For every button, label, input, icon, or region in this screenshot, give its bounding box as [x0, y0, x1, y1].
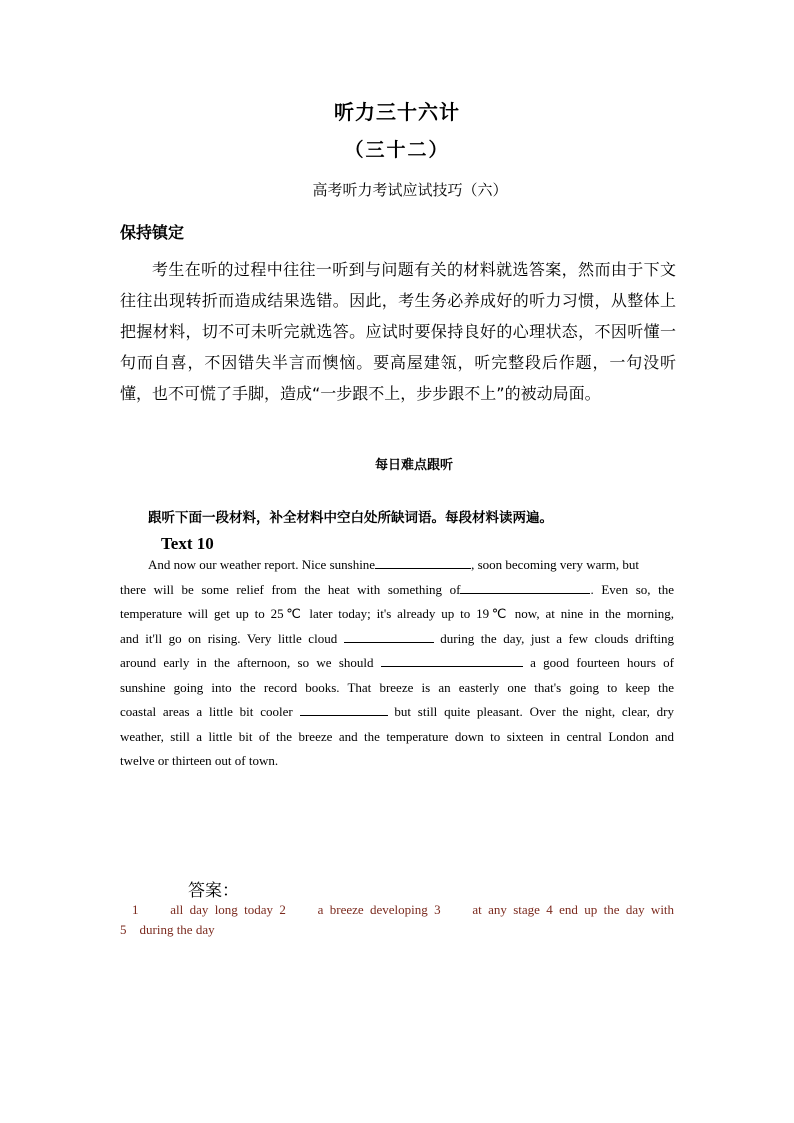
passage-line: and it'll go on rising. Very little cloud during the day, just a few clouds drifting — [120, 630, 675, 646]
advice-paragraph: 考生在听的过程中往往一听到与问题有关的材料就选答案，然而由于下文往往出现转折而造成结果选错。因此，考生务必养成好的听力习惯，从整体上把握材料，切不可未听完就选答。应试时要保持良好的心理状态，不因听懂一句而自喜，不因错失半言而懊恼。要高屋建瓴，听完整段后作题，一句没听懂，也不可慌了手脚，造成“一步跟不上，步步跟不上”的被动局面。 — [120, 260, 676, 403]
answer-item: end up the day with — [559, 902, 675, 917]
answer-blank-1 — [375, 556, 471, 569]
answer-row — [120, 920, 674, 940]
text-number-label: Text 10 — [161, 534, 214, 553]
answer-key — [120, 900, 674, 940]
daily-heading: 每日难点跟听 — [374, 458, 453, 473]
page-subtitle: （三十二） — [344, 139, 450, 161]
section-heading: 保持镇定 — [120, 223, 185, 242]
passage-line: weather, still a little bit of the breeze and the temperature down to sixteen in central London and — [120, 728, 674, 744]
answer-item: 3 at any stage 4 — [434, 902, 553, 917]
answer-label: 答案： — [188, 881, 239, 901]
answer-blank-2 — [460, 581, 590, 594]
passage-line: coastal areas a little bit cooler but still quite pleasant. Over the night, clear, dry — [120, 704, 675, 719]
passage-line: around early in the afternoon, so we should a good fourteen hours of — [120, 655, 674, 670]
page-tagline: 高考听力考试应试技巧（六） — [312, 181, 508, 199]
answer-blank-3 — [344, 630, 434, 643]
passage-line: there will be some relief from the heat with something of . Even so, the — [120, 581, 675, 597]
exercise-instruction: 跟听下面一段材料，补全材料中空白处所缺词语。每段材料读两遍。 — [148, 510, 553, 526]
passage-line: sunshine going into the record books. That breeze is an easterly one that's going to keep the — [120, 679, 674, 695]
page-title: 听力三十六计 — [334, 100, 460, 124]
passage-line: twelve or thirteen out of town. — [120, 753, 279, 768]
answer-blank-4 — [381, 654, 523, 667]
answer-item: 1 all day long today — [132, 902, 274, 917]
answer-item: 2 a breeze developing — [279, 902, 428, 917]
listening-passage — [120, 553, 674, 774]
answer-row — [120, 900, 674, 920]
passage-line: temperature will get up to 25℃ later today; it's already up to 19℃ now, at nine in the morning, — [120, 606, 674, 621]
passage-line: And now our weather report. Nice sunshine , soon becoming very warm, but — [148, 557, 639, 572]
answer-blank-5 — [300, 703, 388, 716]
answer-item: 5 during the day — [120, 922, 215, 937]
